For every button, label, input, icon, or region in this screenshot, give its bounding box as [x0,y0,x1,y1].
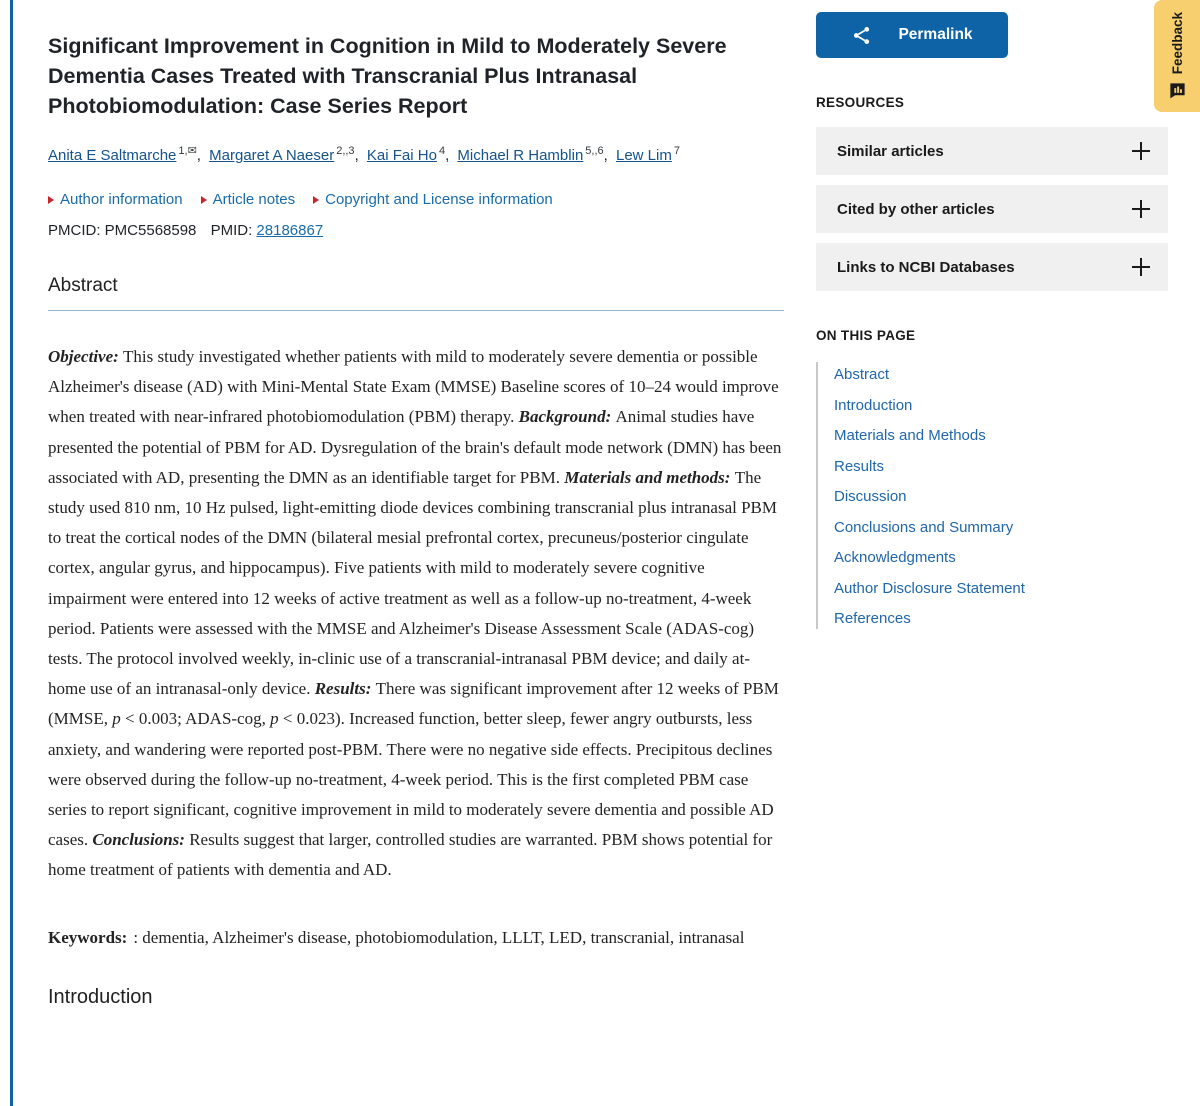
plus-icon [1132,200,1150,218]
left-accent-bar [10,0,13,1106]
abstract-text [48,342,784,886]
author-separator: , [196,147,201,164]
abstract-conclusions-label: Conclusions: [92,830,190,850]
nav-link-materials-methods[interactable]: Materials and Methods [834,427,986,444]
on-this-page-nav [816,362,1168,629]
article-info-links [48,191,784,208]
arrow-right-icon [201,196,207,204]
keywords-block [48,923,784,953]
author [367,147,458,164]
author-list [48,144,784,164]
accordion-label: Cited by other articles [837,200,995,218]
nav-link-references[interactable]: References [834,610,911,627]
accordion-ncbi-links[interactable] [816,243,1168,291]
resources-heading: RESOURCES [816,95,905,110]
abstract-segment: < 0.003; ADAS-cog, [120,709,271,729]
arrow-right-icon [313,196,319,204]
abstract-results-label: Results: [314,679,376,699]
pmid-label: PMID: [210,222,253,239]
permalink-button[interactable] [816,12,1008,58]
nav-link-acknowledgments[interactable]: Acknowledgments [834,549,956,566]
abstract-heading: Abstract [48,275,784,311]
abstract-objective-label: Objective: [48,347,124,366]
author [48,147,209,164]
accordion-label: Links to NCBI Databases [837,258,1015,276]
abstract-segment: p [112,709,121,729]
author-separator: , [603,147,608,164]
article-ids [48,222,784,239]
abstract-segment: p [270,709,279,729]
resources-accordions [816,127,1168,291]
keywords-label: Keywords: [48,927,128,947]
arrow-right-icon [48,196,54,204]
author-link[interactable]: Anita E Saltmarche [48,147,177,164]
abstract-segment: Results suggest that larger, controlled studies are warranted. PBM shows potential for home treatment of patients with dementia and AD. [48,830,773,880]
introduction-heading: Introduction [48,985,153,1008]
author-link[interactable]: Lew Lim [615,147,672,164]
article-main-column [48,0,784,1009]
nav-link-author-disclosure[interactable]: Author Disclosure Statement [834,579,1025,597]
nav-link-abstract[interactable]: Abstract [834,366,890,383]
abstract-background-label: Background: [518,407,616,427]
plus-icon [1132,142,1150,160]
copyright-license-link[interactable] [313,191,553,208]
author-affiliation-sup: 2,,3 [336,145,355,157]
nav-link-discussion[interactable]: Discussion [834,488,907,505]
permalink-label: Permalink [898,26,973,43]
abstract-segment: Animal studies have presented the potential of PBM for AD. Dysregulation of the brain's default mode network (DMN) has been associated with AD, presenting the DMN as an identifiable target for PBM. [48,407,782,487]
feedback-button[interactable] [1154,0,1200,112]
abstract-methods-label: Materials and methods: [564,467,735,487]
author-link[interactable]: Margaret A Naeser [209,147,335,164]
pmid-link[interactable]: 28186867 [256,222,324,239]
author-affiliation-sup: 1,✉ [178,145,197,157]
feedback-bubble-icon [1168,81,1187,100]
abstract-segment: < 0.023). Increased function, better sleep, fewer angry outbursts, less anxiety, and wandering were reported post-PBM. There were no negative side effects. Precipitous declines were observed during the follow-up no-treatment, 4-week period. This is the first completed PBM case series to report significant, cognitive improvement in mild to moderately severe dementia and possible AD cases. [48,709,774,850]
author-affiliation-sup: 5,,6 [585,145,604,157]
plus-icon [1132,258,1150,276]
copyright-license-label: Copyright and License information [325,191,553,208]
nav-link-introduction[interactable]: Introduction [834,396,913,414]
pmcid-label: PMCID: [48,222,101,239]
author-affiliation-sup: 7 [673,145,680,157]
nav-link-results[interactable]: Results [834,457,885,475]
author-information-label: Author information [60,191,183,208]
author-link[interactable]: Kai Fai Ho [366,147,437,164]
abstract-segment: This study investigated whether patients with mild to moderately severe dementia or possible Alzheimer's disease (AD) with Mini-Mental State Exam (MMSE) Baseline scores of 10–24 would improve when treated with near-infrared photobiomodulation (PBM) therapy. [48,347,779,427]
abstract-segment: There was significant improvement after 12 weeks of PBM (MMSE, [48,679,779,729]
author-separator: , [445,147,450,164]
author [457,147,616,164]
feedback-label: Feedback [1169,11,1185,75]
article-notes-label: Article notes [212,191,296,208]
abstract-segment: The study used 810 nm, 10 Hz pulsed, light-emitting diode devices combining transcranial plus intranasal PBM to treat the cortical nodes of the DMN (bilateral mesial prefrontal cortex, precuneus/posterior cingulate cortex, angular gyrus, and hippocampus). Five patients with mild to moderately severe cognitive impairment were entered into 12 weeks of active treatment as well as a follow-up no-treatment, 4-week period. Patients were assessed with the MMSE and Alzheimer's Disease Assessment Scale (ADAS-cog) tests. The protocol involved weekly, in-clinic use of a transcranial-intranasal PBM device; and daily at-home use of an intranasal-only device. [48,467,777,699]
on-this-page-heading: ON THIS PAGE [816,328,916,343]
article-notes-link[interactable] [201,191,296,208]
accordion-cited-by[interactable] [816,185,1168,233]
accordion-label: Similar articles [837,142,944,160]
author [209,147,367,164]
pmcid-value: PMC5568598 [104,222,197,239]
author [616,147,680,164]
accordion-similar-articles[interactable] [816,127,1168,175]
nav-link-conclusions[interactable]: Conclusions and Summary [834,518,1014,536]
article-title: Significant Improvement in Cognition in Mild to Moderately Severe Dementia Cases Treated with Transcranial Plus Intranasal Photobiomodulation: Case Series Report [48,34,727,118]
keywords-text: : dementia, Alzheimer's disease, photobiomodulation, LLLT, LED, transcranial, intranasal [133,927,745,947]
author-link[interactable]: Michael R Hamblin [457,147,584,164]
author-affiliation-sup: 4 [438,145,446,157]
share-icon [851,25,872,46]
article-sidebar [816,0,1168,629]
author-information-link[interactable] [48,191,183,208]
author-separator: , [354,147,359,164]
